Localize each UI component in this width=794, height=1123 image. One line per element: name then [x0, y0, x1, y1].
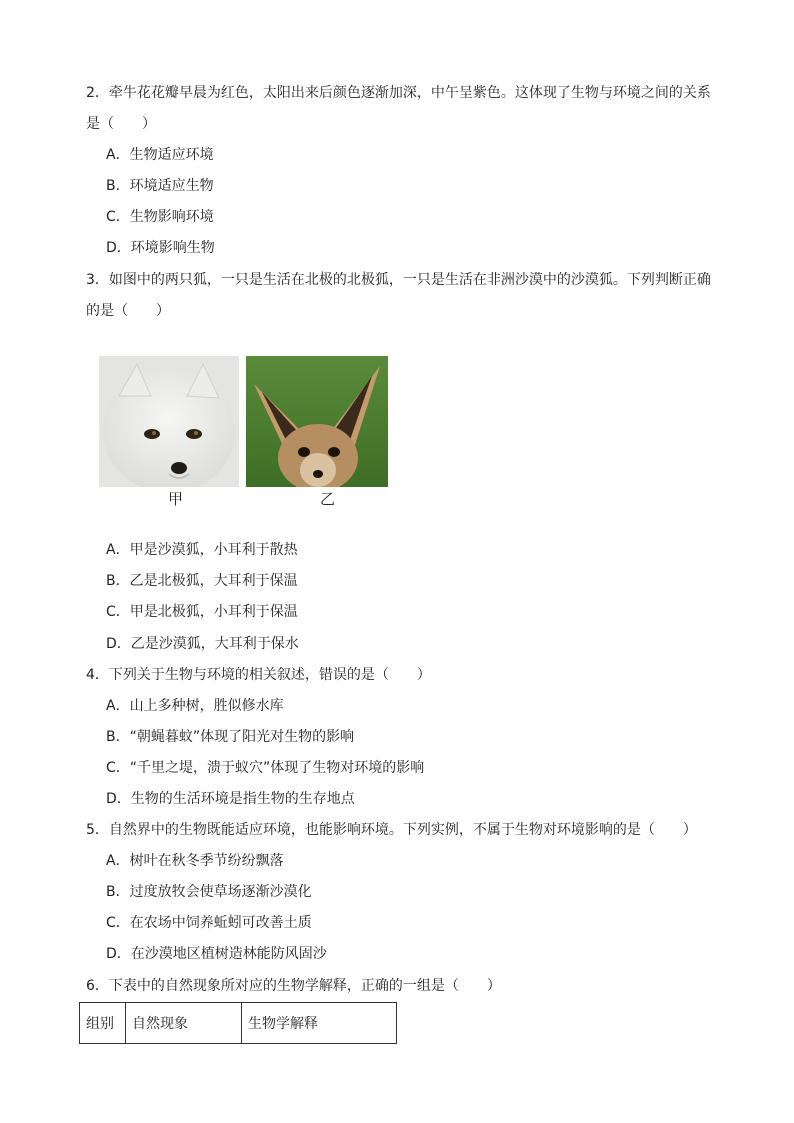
q4-stem: 4．下列关于生物与环境的相关叙述，错误的是（ ）: [86, 667, 431, 683]
q3-option-a: A．甲是沙漠狐，小耳利于散热: [106, 542, 298, 558]
figure-label-jia: 甲: [168, 490, 184, 508]
q6-table: [79, 1002, 397, 1044]
q3-stem-line1: 3．如图中的两只狐，一只是生活在北极的北极狐，一只是生活在非洲沙漠中的沙漠狐。下列判断正确: [86, 272, 711, 288]
q4-option-b: B．“朝蝇暮蚊”体现了阳光对生物的影响: [106, 729, 355, 745]
q5-option-c: C．在农场中饲养蚯蚓可改善土质: [106, 915, 312, 931]
table-header-phenomenon: 自然现象: [126, 1003, 242, 1044]
table-header-explanation: 生物学解释: [242, 1003, 397, 1044]
q5-option-a: A．树叶在秋冬季节纷纷飘落: [106, 853, 284, 869]
figure-label-yi: 乙: [320, 490, 336, 508]
q2-option-b: B．环境适应生物: [106, 178, 214, 194]
fennec-fox-photo: [246, 356, 388, 487]
q2-option-d: D．环境影响生物: [106, 240, 215, 256]
q3-option-d: D．乙是沙漠狐，大耳利于保水: [106, 636, 299, 652]
arctic-fox-photo: [99, 356, 239, 487]
q4-option-d: D．生物的生活环境是指生物的生存地点: [106, 791, 355, 807]
q5-stem: 5．自然界中的生物既能适应环境，也能影响环境。下列实例，不属于生物对环境影响的是（ ）: [86, 822, 697, 838]
q3-stem-line2: 的是（ ）: [86, 303, 170, 319]
q2-stem-line2: 是（ ）: [86, 116, 156, 132]
q2-option-c: C．生物影响环境: [106, 209, 214, 225]
q2-stem-line1: 2．牵牛花花瓣早晨为红色，太阳出来后颜色逐渐加深，中午呈紫色。这体现了生物与环境之间的关系: [86, 85, 711, 101]
q5-option-b: B．过度放牧会使草场逐渐沙漠化: [106, 884, 312, 900]
q3-option-b: B．乙是北极狐，大耳利于保温: [106, 573, 298, 589]
table-header-row: [80, 1003, 397, 1044]
q4-option-a: A．山上多种树，胜似修水库: [106, 698, 284, 714]
q4-option-c: C．“千里之堤，溃于蚁穴”体现了生物对环境的影响: [106, 760, 425, 776]
table-header-group: 组别: [80, 1003, 126, 1044]
q6-stem: 6．下表中的自然现象所对应的生物学解释，正确的一组是（ ）: [86, 978, 501, 994]
q2-option-a: A．生物适应环境: [106, 147, 214, 163]
q5-option-d: D．在沙漠地区植树造林能防风固沙: [106, 946, 327, 962]
q3-option-c: C．甲是北极狐，小耳利于保温: [106, 604, 298, 620]
